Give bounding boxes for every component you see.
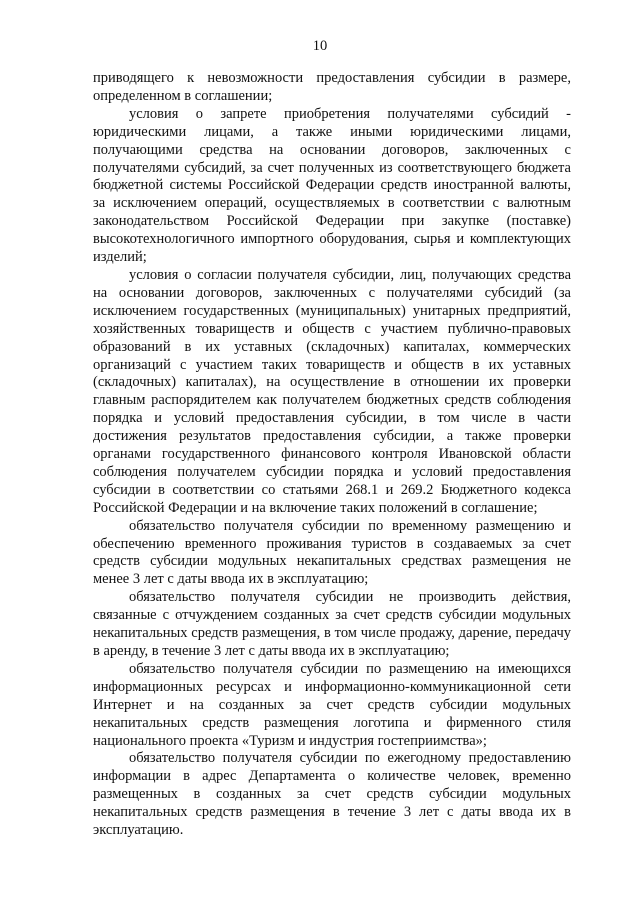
paragraph-continuation: приводящего к невозможности предоставления субсидии в размере, определенном в соглашении; <box>93 70 571 104</box>
paragraph-logo-placement: обязательство получателя субсидии по размещению на имеющихся информационных ресурсах и информационно-коммуникационной сети Интернет и на созданных за счет средств субсидии модульных некапитальных средств размещения логотипа и фирменного стиля национального проекта «Туризм и индустрия гостеприимства»; <box>93 660 571 749</box>
paragraph-no-alienation: обязательство получателя субсидии не производить действия, связанные с отчуждением созданных за счет средств субсидии модульных некапитальных средств размещения, в том числе продажу, дарение, передачу в аренду, в течение 3 лет с даты ввода их в эксплуатацию; <box>93 589 571 659</box>
paragraph-tourist-accommodation: обязательство получателя субсидии по временному размещению и обеспечению временного проживания туристов в создаваемых за счет средств субсидии модульных некапитальных средствах размещения не менее 3 лет с даты ввода их в эксплуатацию; <box>93 517 571 588</box>
page-number: 10 <box>312 38 328 54</box>
paragraph-annual-reporting: обязательство получателя субсидии по ежегодному предоставлению информации в адрес Департамента о количестве человек, временно размещенных в созданных за счет средств субсидии модульных некапитальных средств размещения в течение 3 лет с даты ввода их в эксплуатацию. <box>93 750 571 839</box>
document-body <box>93 70 571 840</box>
paragraph-audit-consent: условия о согласии получателя субсидии, лиц, получающих средства на основании договоров, заключенных с получателями субсидий (за исключением государственных (муниципальных) унитарных предприятий, хозяйственных товариществ и обществ с участием публично-правовых образований в их уставных (складочных) капиталах, коммерческих организаций с участием таких товариществ и обществ в их уставных (складочных) капиталах), на осуществление в отношении их проверки главным распорядителем как получателем бюджетных средств соблюдения порядка и условий предоставления субсидии, в том числе в части достижения результатов предоставления субсидии, а также проверки органами государственного финансового контроля Ивановской области соблюдения получателем субсидии порядка и условий предоставления субсидии в соответствии со статьями 268.1 и 269.2 Бюджетного кодекса Российской Федерации и на включение таких положений в соглашение; <box>93 266 571 516</box>
paragraph-currency-prohibition: условия о запрете приобретения получателями субсидий - юридическими лицами, а также иными юридическими лицами, получающими средства на основании договоров, заключенных с получателями субсидий, за счет полученных из соответствующего бюджета бюджетной системы Российской Федерации средств иностранной валюты, за исключением операций, осуществляемых в соответствии с валютным законодательством Российской Федерации при закупке (поставке) высокотехнологичного импортного оборудования, сырья и комплектующих изделий; <box>93 105 571 266</box>
